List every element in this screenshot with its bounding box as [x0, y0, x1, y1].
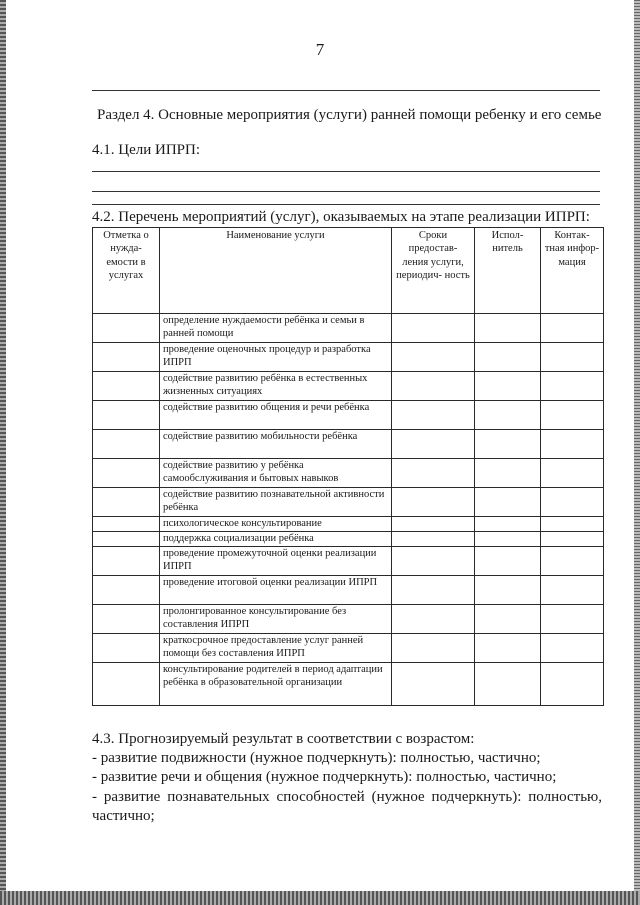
executor-cell[interactable] — [475, 663, 541, 706]
contact-cell[interactable] — [541, 430, 604, 459]
executor-cell[interactable] — [475, 459, 541, 488]
goals-blank-line-1 — [92, 171, 600, 172]
executor-cell[interactable] — [475, 372, 541, 401]
executor-cell[interactable] — [475, 314, 541, 343]
terms-cell[interactable] — [392, 605, 475, 634]
header-executor: Испол- нитель — [475, 228, 541, 314]
scan-edge-bottom — [0, 891, 640, 905]
table-header-row — [93, 228, 604, 314]
contact-cell[interactable] — [541, 488, 604, 517]
terms-cell[interactable] — [392, 634, 475, 663]
executor-cell[interactable] — [475, 576, 541, 605]
table-row — [93, 605, 604, 634]
service-name-cell: консультирование родителей в период адаптации ребёнка в образовательной организации — [160, 663, 392, 706]
service-name-cell: содействие развитию мобильности ребёнка — [160, 430, 392, 459]
services-title: 4.2. Перечень мероприятий (услуг), оказываемых на этапе реализации ИПРП: — [92, 209, 590, 225]
table-row — [93, 634, 604, 663]
header-terms: Сроки предостав- ления услуги, периодич- ность — [392, 228, 475, 314]
contact-cell[interactable] — [541, 547, 604, 576]
executor-cell[interactable] — [475, 343, 541, 372]
terms-cell[interactable] — [392, 663, 475, 706]
need-mark-cell[interactable] — [93, 547, 160, 576]
terms-cell[interactable] — [392, 459, 475, 488]
need-mark-cell[interactable] — [93, 343, 160, 372]
contact-cell[interactable] — [541, 343, 604, 372]
need-mark-cell[interactable] — [93, 314, 160, 343]
terms-cell[interactable] — [392, 488, 475, 517]
section-title: Раздел 4. Основные мероприятия (услуги) ранней помощи ребенку и его семье — [97, 107, 602, 123]
need-mark-cell[interactable] — [93, 372, 160, 401]
contact-cell[interactable] — [541, 532, 604, 547]
header-service-name: Наименование услуги — [160, 228, 392, 314]
contact-cell[interactable] — [541, 314, 604, 343]
need-mark-cell[interactable] — [93, 517, 160, 532]
service-name-cell: содействие развитию общения и речи ребёнка — [160, 401, 392, 430]
contact-cell[interactable] — [541, 663, 604, 706]
result-item-cognitive: - развитие познавательных способностей (нужное подчеркнуть): полностью, частично; — [92, 788, 602, 824]
terms-cell[interactable] — [392, 517, 475, 532]
service-name-cell: поддержка социализации ребёнка — [160, 532, 392, 547]
table-row — [93, 430, 604, 459]
contact-cell[interactable] — [541, 459, 604, 488]
service-name-cell: проведение итоговой оценки реализации ИПРП — [160, 576, 392, 605]
executor-cell[interactable] — [475, 430, 541, 459]
goals-blank-line-3 — [92, 204, 600, 205]
service-name-cell: краткосрочное предоставление услуг ранней помощи без составления ИПРП — [160, 634, 392, 663]
terms-cell[interactable] — [392, 576, 475, 605]
terms-cell[interactable] — [392, 401, 475, 430]
result-item-speech: - развитие речи и общения (нужное подчеркнуть): полностью, частично; — [92, 769, 557, 786]
table-row — [93, 314, 604, 343]
executor-cell[interactable] — [475, 547, 541, 576]
result-item-mobility: - развитие подвижности (нужное подчеркнуть): полностью, частично; — [92, 750, 541, 767]
table-row — [93, 517, 604, 532]
need-mark-cell[interactable] — [93, 576, 160, 605]
contact-cell[interactable] — [541, 605, 604, 634]
header-contact: Контак- тная инфор- мация — [541, 228, 604, 314]
executor-cell[interactable] — [475, 634, 541, 663]
services-table — [92, 227, 604, 706]
table-row — [93, 372, 604, 401]
goals-label: 4.1. Цели ИПРП: — [92, 142, 201, 158]
need-mark-cell[interactable] — [93, 430, 160, 459]
table-row — [93, 663, 604, 706]
executor-cell[interactable] — [475, 517, 541, 532]
terms-cell[interactable] — [392, 314, 475, 343]
table-row — [93, 401, 604, 430]
service-name-cell: определение нуждаемости ребёнка и семьи в ранней помощи — [160, 314, 392, 343]
executor-cell[interactable] — [475, 488, 541, 517]
scan-edge-right — [634, 0, 640, 905]
service-name-cell: содействие развитию ребёнка в естественных жизненных ситуациях — [160, 372, 392, 401]
need-mark-cell[interactable] — [93, 488, 160, 517]
service-name-cell: проведение промежуточной оценки реализации ИПРП — [160, 547, 392, 576]
service-name-cell: содействие развитию у ребёнка самообслуживания и бытовых навыков — [160, 459, 392, 488]
executor-cell[interactable] — [475, 532, 541, 547]
contact-cell[interactable] — [541, 634, 604, 663]
goals-blank-line-2 — [92, 191, 600, 192]
terms-cell[interactable] — [392, 372, 475, 401]
need-mark-cell[interactable] — [93, 663, 160, 706]
service-name-cell: содействие развитию познавательной активности ребёнка — [160, 488, 392, 517]
table-row — [93, 576, 604, 605]
table-row — [93, 532, 604, 547]
service-name-cell: психологическое консультирование — [160, 517, 392, 532]
need-mark-cell[interactable] — [93, 605, 160, 634]
results-title: 4.3. Прогнозируемый результат в соответствии с возрастом: — [92, 731, 475, 747]
table-row — [93, 488, 604, 517]
need-mark-cell[interactable] — [93, 401, 160, 430]
need-mark-cell[interactable] — [93, 634, 160, 663]
contact-cell[interactable] — [541, 517, 604, 532]
terms-cell[interactable] — [392, 430, 475, 459]
page-number: 7 — [315, 40, 325, 59]
need-mark-cell[interactable] — [93, 532, 160, 547]
executor-cell[interactable] — [475, 401, 541, 430]
service-name-cell: пролонгированное консультирование без составления ИПРП — [160, 605, 392, 634]
need-mark-cell[interactable] — [93, 459, 160, 488]
table-row — [93, 343, 604, 372]
table-row — [93, 547, 604, 576]
header-rule — [92, 90, 600, 91]
terms-cell[interactable] — [392, 547, 475, 576]
terms-cell[interactable] — [392, 532, 475, 547]
executor-cell[interactable] — [475, 605, 541, 634]
contact-cell[interactable] — [541, 576, 604, 605]
header-need-mark: Отметка о нужда- емости в услугах — [93, 228, 160, 314]
scan-edge-left — [0, 0, 6, 905]
contact-cell[interactable] — [541, 372, 604, 401]
terms-cell[interactable] — [392, 343, 475, 372]
results-block — [92, 730, 602, 826]
table-row — [93, 459, 604, 488]
contact-cell[interactable] — [541, 401, 604, 430]
service-name-cell: проведение оценочных процедур и разработка ИПРП — [160, 343, 392, 372]
